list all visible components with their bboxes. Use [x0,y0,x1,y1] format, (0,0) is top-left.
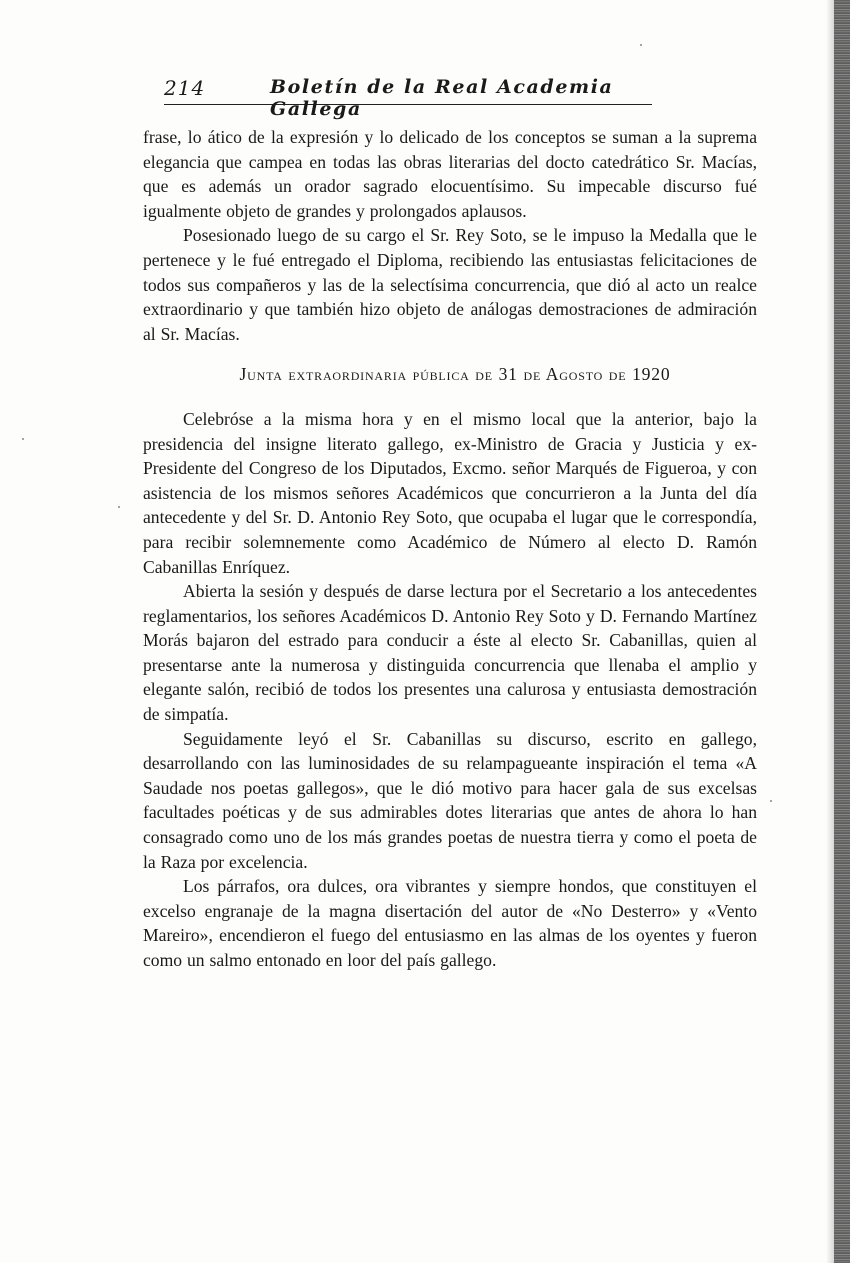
paragraph: frase, lo ático de la expresión y lo delicado de los conceptos se suman a la suprema elegancia que campea en todas las obras literarias del docto catedrático Sr. Macías, que es además un orador sagrado elocuentísimo. Su impecable discurso fué igualmente objeto de grandes y prolongados aplausos. [143,127,757,221]
paragraph: Seguidamente leyó el Sr. Cabanillas su discurso, escrito en gallego, desarrollando con las luminosidades de su relampagueante inspiración el tema «A Saudade nos poetas gallegos», que le dió motivo para hacer gala de sus excelsas facultades poéticas y de sus admirables dotes literarias que antes de ahora lo han consagrado como uno de los más grandes poetas de nuestra tierra y como el poeta de la Raza por excelencia. [143,728,757,872]
paragraph: Celebróse a la misma hora y en el mismo local que la anterior, bajo la presidencia del insigne literato gallego, ex-Ministro de Gracia y Justicia y ex-Presidente del Congreso de los Diputados, Excmo. señor Marqués de Figueroa, y con asistencia de los mismos señores Académicos que concurrieron a la Junta del día antecedente y del Sr. D. Antonio Rey Soto, que ocupaba el lugar que le correspondía, para recibir solemnemente como Académico de Número al electo D. Ramón Cabanillas Enríquez. [143,408,757,577]
page-edge [834,0,850,1263]
scan-speck [22,438,24,440]
article-body [143,125,757,973]
page-number: 214 [164,76,206,100]
section-heading: Junta extraordinaria pública de 31 de Agosto de 1920 [239,364,671,385]
paragraph: Los párrafos, ora dulces, ora vibrantes y siempre hondos, que constituyen el excelso engranaje de la magna disertación del autor de «No Desterro» y «Vento Mareiro», encendieron el fuego del entusiasmo en las almas de los oyentes y fueron como un salmo entonado en loor del país gallego. [143,876,757,970]
scan-speck [770,800,772,802]
running-title: Boletín de la Real Academia Gallega [270,76,614,120]
scan-speck [118,506,120,508]
paragraph: Posesionado luego de su cargo el Sr. Rey Soto, se le impuso la Medalla que le pertenece y le fué entregado el Diploma, recibiendo las entusiastas felicitaciones de todos sus compañeros y las de la selectísima concurrencia, que dió al acto un realce extraordinario y que también hizo objeto de análogas demostraciones de admiración al Sr. Macías. [143,225,757,344]
running-header [164,74,652,120]
binding-shadow [826,0,834,1263]
paragraph: Abierta la sesión y después de darse lectura por el Secretario a los antecedentes reglamentarios, los señores Académicos D. Antonio Rey Soto y D. Fernando Martínez Morás bajaron del estrado para conducir a éste al electo Sr. Cabanillas, quien al presentarse ante la numerosa y distinguida concurrencia que llenaba el amplio y elegante salón, recibió de todos los presentes una calurosa y entusiasta demostración de simpatía. [143,581,757,725]
scan-speck [640,44,642,46]
